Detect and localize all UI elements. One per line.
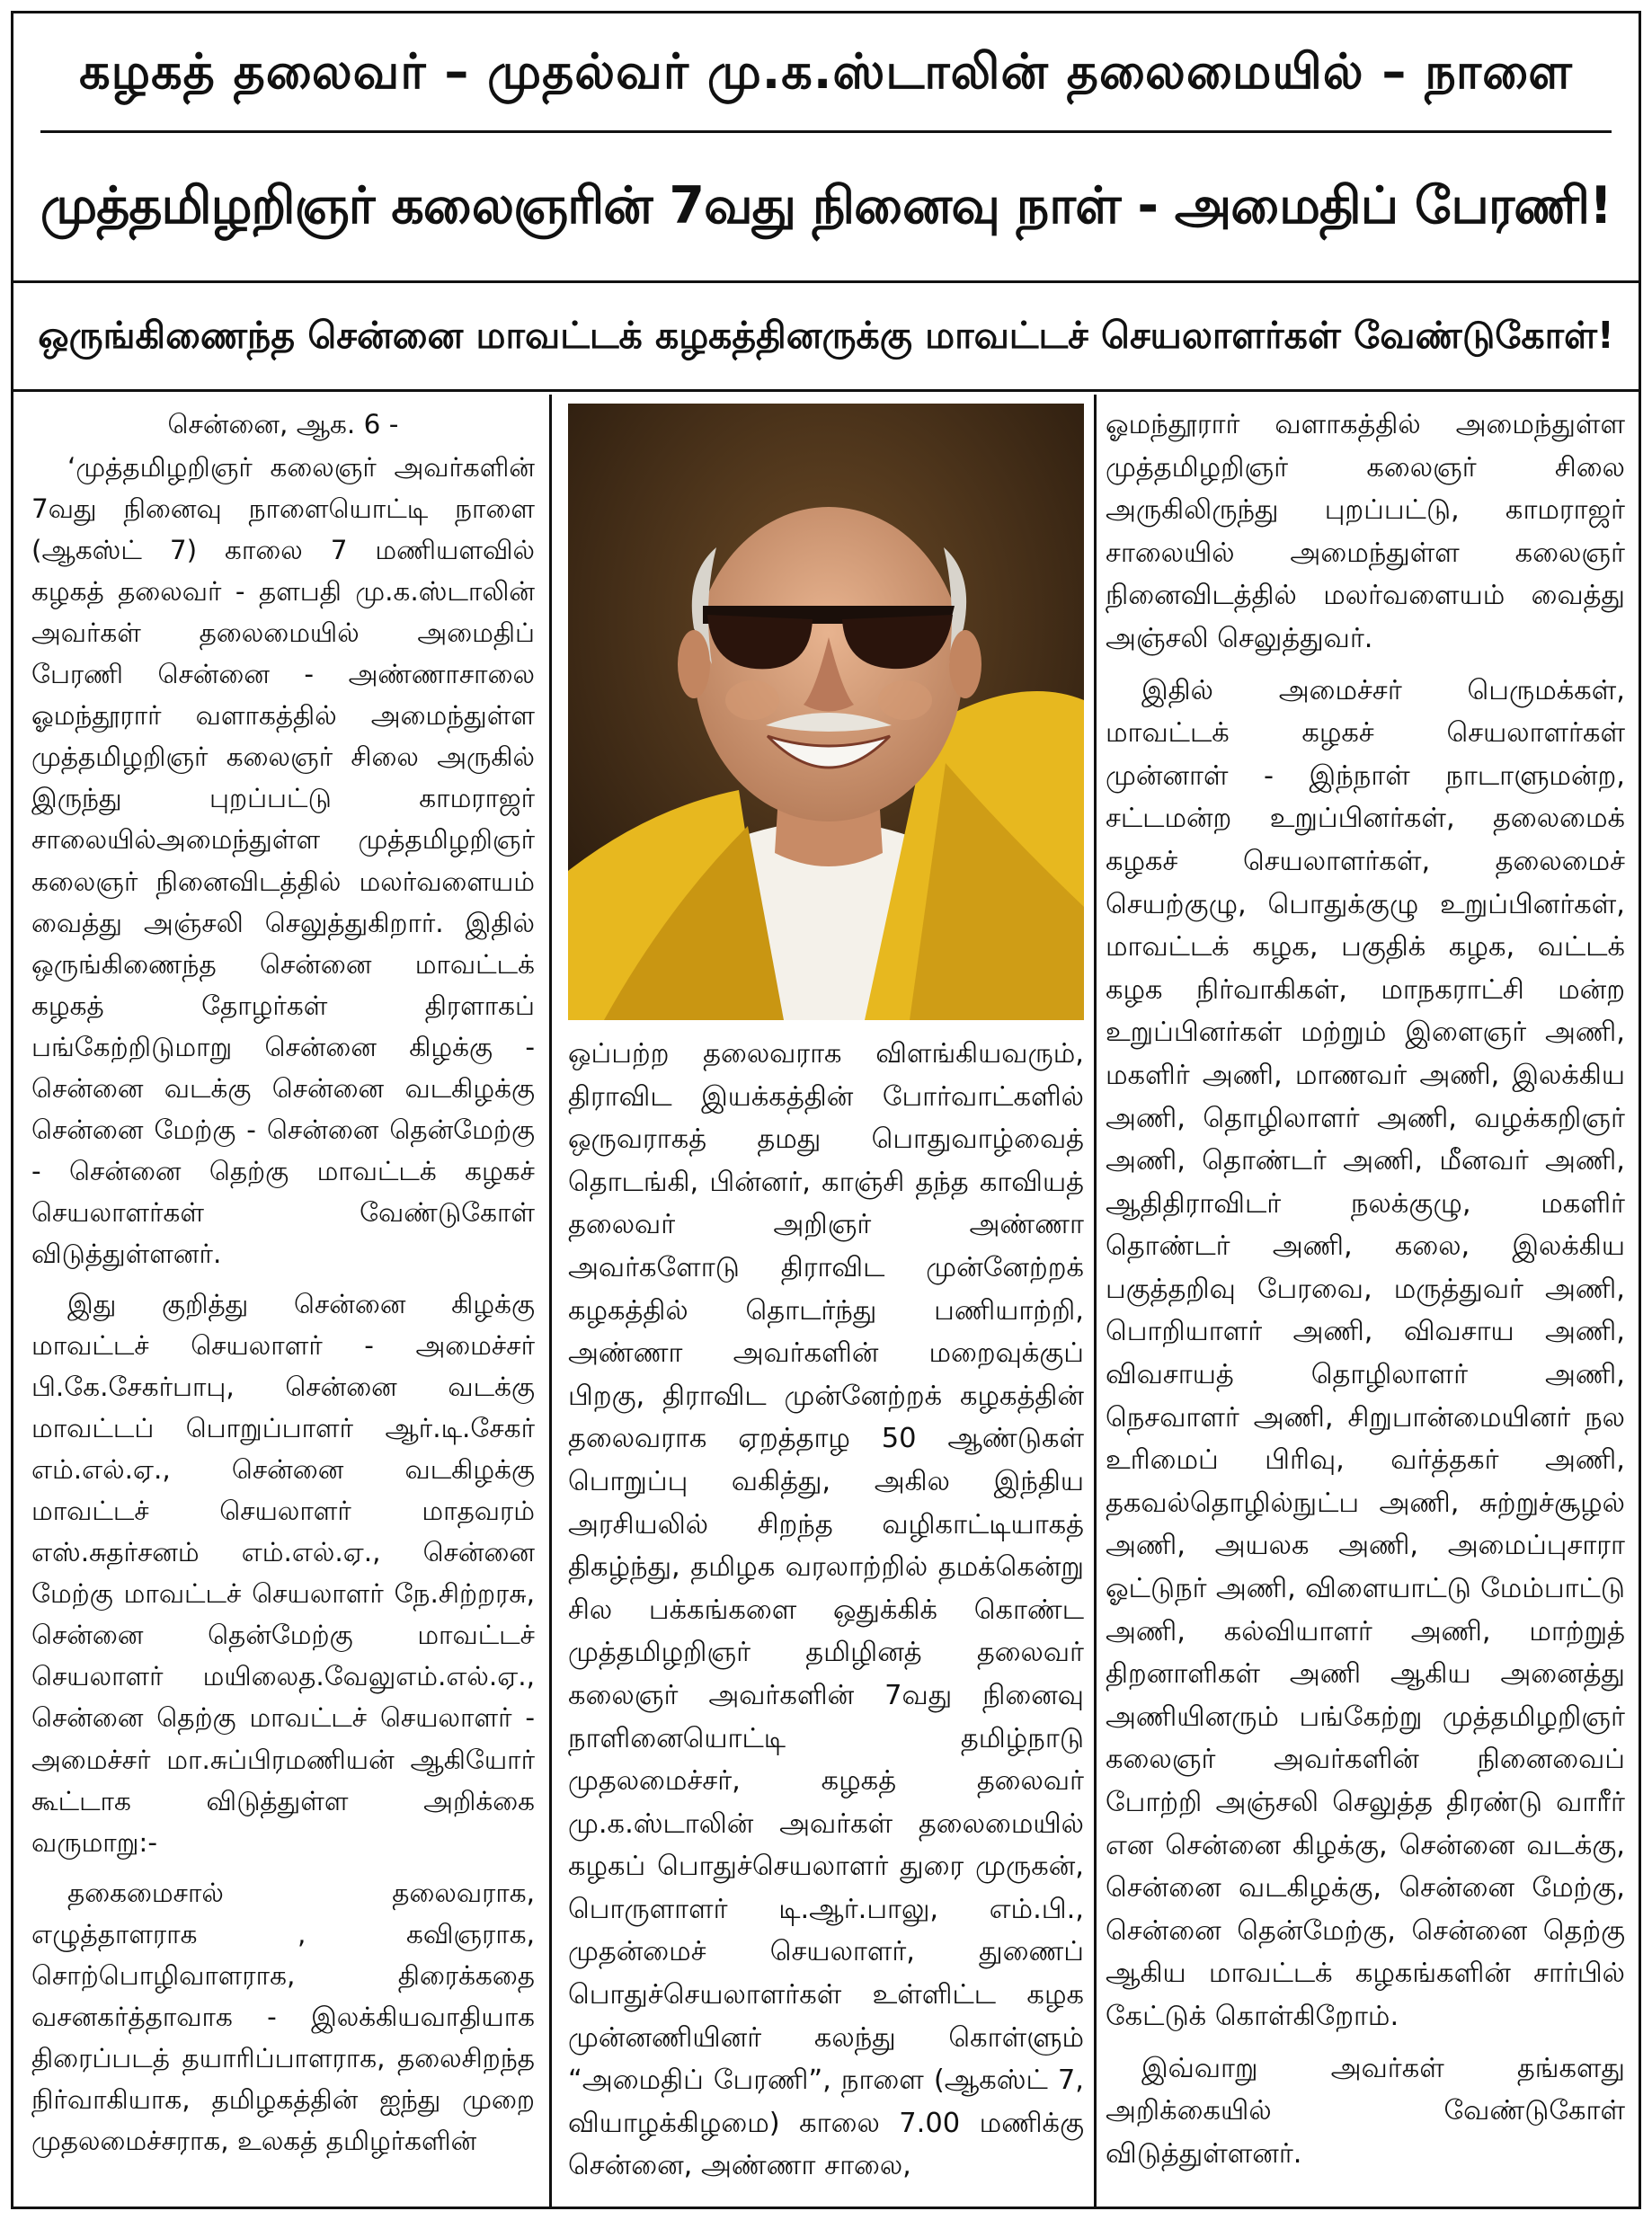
paragraph: இதில் அமைச்சர் பெருமக்கள், மாவட்டக் கழகச் செயலாளர்கள் முன்னாள் - இந்நாள் நாடாளுமன்ற, சட்டமன்ற உறுப்பினர்கள், தலைமைக் கழகச் செயலாளர்கள், தலைமைச் செயற்குழு, பொதுக்குழு உறுப்பினர்கள், மாவட்டக் கழக, பகுதிக் கழக, வட்டக் கழக நிர்வாகிகள், மாநகராட்சி மன்ற உறுப்பினர்கள் மற்றும் இளைஞர் அணி, மகளிர் அணி, மாணவர் அணி, இலக்கிய அணி, தொழிலாளர் அணி, வழக்கறிஞர் அணி, தொண்டர் அணி, மீனவர் அணி, ஆதிதிராவிடர் நலக்குழு, மகளிர் தொண்டர் அணி, கலை, இலக்கிய பகுத்தறிவு பேரவை, மருத்துவர் அணி, பொறியாளர் அணி, விவசாய அணி, விவசாயத் தொழிலாளர் அணி, நெசவாளர் அணி, சிறுபான்மையினர் நல உரிமைப் பிரிவு, வர்த்தகர் அணி, தகவல்தொழில்நுட்ப அணி, சுற்றுச்சூழல் அணி, அயலக அணி, அமைப்புசாரா ஓட்டுநர் அணி, விளையாட்டு மேம்பாட்டு அணி, கல்வியாளர் அணி, மாற்றுத் திறனாளிகள் அணி ஆகிய அனைத்து அணியினரும் பங்கேற்று முத்தமிழறிஞர் கலைஞர் அவர்களின் நினைவைப் போற்றி அஞ்சலி செலுத்த திரண்டு வாரீர் என சென்னை கிழக்கு, சென்னை வடக்கு, சென்னை வடகிழக்கு, சென்னை மேற்கு, சென்னை தென்மேற்கு, சென்னை தெற்கு ஆகிய மாவட்டக் கழகங்களின் சார்பில் கேட்டுக் கொள்கிறோம். xyxy=(1106,674,1625,2032)
column-divider-left xyxy=(549,395,552,2207)
main-headline: முத்தமிழறிஞர் கலைஞரின் 7வது நினைவு நாள் - அமைதிப் பேரணி! xyxy=(40,176,1612,235)
article-column-1 xyxy=(31,404,535,2201)
headline-divider xyxy=(40,130,1612,133)
dateline: சென்னை, ஆக. 6 - xyxy=(167,409,399,440)
paragraph: இது குறித்து சென்னை கிழக்கு மாவட்டச் செயலாளர் - அமைச்சர் பி.கே.சேகர்பாபு, சென்னை வடக்கு மாவட்டப் பொறுப்பாளர் ஆர்.டி.சேகர் எம்.எல்.ஏ., சென்னை வடகிழக்கு மாவட்டச் செயலாளர் மாதவரம் எஸ்.சுதர்சனம் எம்.எல்.ஏ., சென்னை மேற்கு மாவட்டச் செயலாளர் நே.சிற்றரசு, சென்னை தென்மேற்கு மாவட்டச் செயலாளர் மயிலைத.வேலுஎம்.எல்.ஏ., சென்னை தெற்கு மாவட்டச் செயலாளர் - அமைச்சர் மா.சுப்பிரமணியன் ஆகியோர் கூட்டாக விடுத்துள்ள அறிக்கை வருமாறு:- xyxy=(31,1288,535,1858)
subhead-box xyxy=(13,286,1639,392)
subheadline: ஒருங்கிணைந்த சென்னை மாவட்டக் கழகத்தினருக்கு மாவட்டச் செயலாளர்கள் வேண்டுகோள்! xyxy=(38,313,1614,357)
article-column-3 xyxy=(1106,404,1625,2201)
paragraph: தகைமைசால் தலைவராக, எழுத்தாளராக , கவிஞராக, சொற்பொழிவாளராக, திரைக்கதை வசனகர்த்தாவாக - இலக்கியவாதியாக திரைப்படத் தயாரிப்பாளராக, தலைசிறந்த நிர்வாகியாக, தமிழகத்தின் ஐந்து முறை முதலமைச்சராக, உலகத் தமிழர்களின் xyxy=(31,1877,535,2156)
portrait-illustration xyxy=(568,404,1084,1020)
article-column-2 xyxy=(568,1033,1084,2201)
kicker-line: கழகத் தலைவர் – முதல்வர் மு.க.ஸ்டாலின் தலைமையில் – நாளை xyxy=(79,42,1573,100)
portrait-photo xyxy=(568,404,1084,1020)
column-divider-right xyxy=(1094,395,1097,2207)
paragraph: இவ்வாறு அவர்கள் தங்களது அறிக்கையில் வேண்டுகோள் விடுத்துள்ளனர். xyxy=(1106,2052,1625,2170)
paragraph: ஓமந்தூரார் வளாகத்தில் அமைந்துள்ள முத்தமிழறிஞர் கலைஞர் சிலை அருகிலிருந்து புறப்பட்டு, காமராஜர் சாலையில் அமைந்துள்ள கலைஞர் நினைவிடத்தில் மலர்வளையம் வைத்து அஞ்சலி செலுத்துவர். xyxy=(1106,409,1625,654)
article-body xyxy=(13,395,1639,2209)
headline-box xyxy=(13,13,1639,283)
paragraph: ஒப்பற்ற தலைவராக விளங்கியவரும், திராவிட இயக்கத்தின் போர்வாட்களில் ஒருவராகத் தமது பொதுவாழ்வைத் தொடங்கி, பின்னர், காஞ்சி தந்த காவியத் தலைவர் அறிஞர் அண்ணா அவர்களோடு திராவிட முன்னேற்றக் கழகத்தில் தொடர்ந்து பணியாற்றி, அண்ணா அவர்களின் மறைவுக்குப் பிறகு, திராவிட முன்னேற்றக் கழகத்தின் தலைவராக ஏறத்தாழ 50 ஆண்டுகள் பொறுப்பு வகித்து, அகில இந்திய அரசியலில் சிறந்த வழிகாட்டியாகத் திகழ்ந்து, தமிழக வரலாற்றில் தமக்கென்று சில பக்கங்களை ஒதுக்கிக் கொண்ட முத்தமிழறிஞர் தமிழினத் தலைவர் கலைஞர் அவர்களின் 7வது நினைவு நாளினையொட்டி தமிழ்நாடு முதலமைச்சர், கழகத் தலைவர் மு.க.ஸ்டாலின் அவர்கள் தலைமையில் கழகப் பொதுச்செயலாளர் துரை முருகன், பொருளாளர் டி.ஆர்.பாலு, எம்.பி., முதன்மைச் செயலாளர், துணைப் பொதுச்செயலாளர்கள் உள்ளிட்ட கழக முன்னணியினர் கலந்து கொள்ளும் “அமைதிப் பேரணி”, நாளை (ஆகஸ்ட் 7, வியாழக்கிழமை) காலை 7.00 மணிக்கு சென்னை, அண்ணா சாலை, xyxy=(568,1038,1084,2182)
paragraph: ‘முத்தமிழறிஞர் கலைஞர் அவர்களின் 7வது நினைவு நாளையொட்டி நாளை (ஆகஸ்ட் 7) காலை 7 மணியளவில் கழகத் தலைவர் - தளபதி மு.க.ஸ்டாலின் அவர்கள் தலைமையில் அமைதிப் பேரணி சென்னை - அண்ணாசாலை ஓமந்தூரார் வளாகத்தில் அமைந்துள்ள முத்தமிழறிஞர் கலைஞர் சிலை அருகில் இருந்து புறப்பட்டு காமராஜர் சாலையில்அமைந்துள்ள முத்தமிழறிஞர் கலைஞர் நினைவிடத்தில் மலர்வளையம் வைத்து அஞ்சலி செலுத்துகிறார். இதில் ஒருங்கிணைந்த சென்னை மாவட்டக் கழகத் தோழர்கள் திரளாகப் பங்கேற்றிடுமாறு சென்னை கிழக்கு - சென்னை வடக்கு சென்னை வடகிழக்கு சென்னை மேற்கு - சென்னை தென்மேற்கு - சென்னை தெற்கு மாவட்டக் கழகச் செயலாளர்கள் வேண்டுகோள் விடுத்துள்ளனர். xyxy=(31,452,535,1269)
